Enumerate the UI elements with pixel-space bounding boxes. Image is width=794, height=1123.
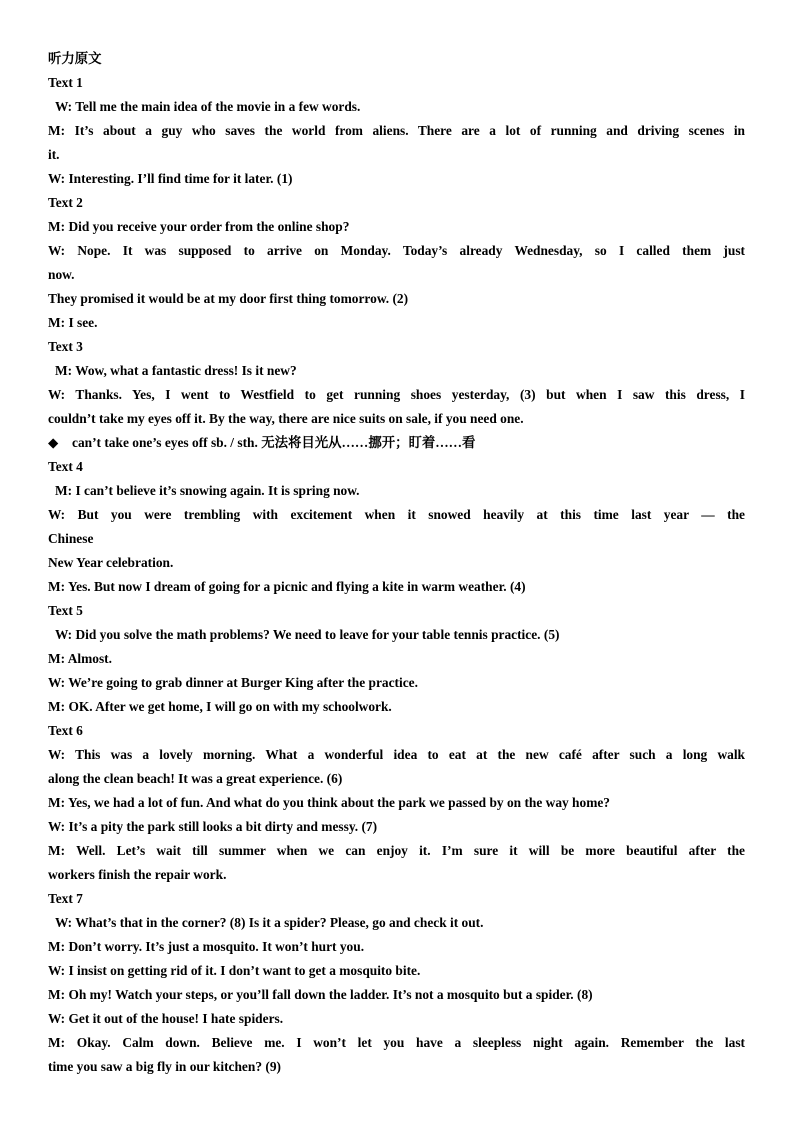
- page-title: 听力原文: [48, 51, 102, 66]
- dialogue-line: M: Don’t worry. It’s just a mosquito. It won’t hurt you.: [48, 939, 365, 954]
- text-7-heading: Text 7: [48, 891, 83, 906]
- dialogue-line: couldn’t take my eyes off it. By the way, there are nice suits on sale, if you need one.: [48, 411, 524, 426]
- dialogue-line: workers finish the repair work.: [48, 867, 227, 882]
- dialogue-line: time you saw a big fly in our kitchen? (9): [48, 1059, 281, 1074]
- dialogue-line: W: Get it out of the house! I hate spiders.: [48, 1011, 284, 1026]
- text-3-heading: Text 3: [48, 339, 83, 354]
- dialogue-line: M: I can’t believe it’s snowing again. It is spring now.: [55, 483, 360, 498]
- dialogue-line: W: But you were trembling with excitement when it snowed heavily at this time last year — the: [48, 507, 745, 522]
- text-5-heading: Text 5: [48, 603, 83, 618]
- vocabulary-note-text: can’t take one’s eyes off sb. / sth. 无法将目光从……挪开；盯着……看: [72, 435, 476, 450]
- vocabulary-note: [48, 431, 745, 455]
- dialogue-line: M: Almost.: [48, 651, 112, 666]
- text-6-heading: Text 6: [48, 723, 83, 738]
- dialogue-line: They promised it would be at my door first thing tomorrow. (2): [48, 291, 409, 306]
- dialogue-line: W: I insist on getting rid of it. I don’t want to get a mosquito bite.: [48, 963, 421, 978]
- diamond-bullet-icon: ◆: [48, 435, 59, 450]
- dialogue-line: W: Nope. It was supposed to arrive on Monday. Today’s already Wednesday, so I called them just: [48, 243, 745, 258]
- dialogue-line: W: Tell me the main idea of the movie in a few words.: [55, 99, 361, 114]
- dialogue-line: M: Yes. But now I dream of going for a picnic and flying a kite in warm weather. (4): [48, 579, 526, 594]
- dialogue-line: W: This was a lovely morning. What a wonderful idea to eat at the new café after such a long walk: [48, 747, 745, 762]
- dialogue-line: W: Interesting. I’ll find time for it later. (1): [48, 171, 293, 186]
- dialogue-line: Chinese: [48, 531, 94, 546]
- transcript-page: [48, 47, 745, 1079]
- text-2-heading: Text 2: [48, 195, 83, 210]
- dialogue-line: M: Yes, we had a lot of fun. And what do you think about the park we passed by on the way home?: [48, 795, 610, 810]
- dialogue-line: W: It’s a pity the park still looks a bit dirty and messy. (7): [48, 819, 378, 834]
- dialogue-line: W: What’s that in the corner? (8) Is it a spider? Please, go and check it out.: [55, 915, 484, 930]
- dialogue-line: along the clean beach! It was a great experience. (6): [48, 771, 343, 786]
- dialogue-line: W: Did you solve the math problems? We need to leave for your table tennis practice. (5): [55, 627, 560, 642]
- dialogue-line: M: Okay. Calm down. Believe me. I won’t let you have a sleepless night again. Remember the last: [48, 1035, 745, 1050]
- dialogue-line: it.: [48, 147, 60, 162]
- dialogue-line: M: Did you receive your order from the online shop?: [48, 219, 350, 234]
- dialogue-line: New Year celebration.: [48, 555, 174, 570]
- dialogue-line: W: We’re going to grab dinner at Burger King after the practice.: [48, 675, 418, 690]
- dialogue-line: M: OK. After we get home, I will go on with my schoolwork.: [48, 699, 392, 714]
- text-1-heading: Text 1: [48, 75, 83, 90]
- dialogue-line: M: It’s about a guy who saves the world from aliens. There are a lot of running and driving scenes in: [48, 123, 745, 138]
- dialogue-line: M: Oh my! Watch your steps, or you’ll fall down the ladder. It’s not a mosquito but a spider. (8): [48, 987, 593, 1002]
- dialogue-line: M: Wow, what a fantastic dress! Is it new?: [55, 363, 297, 378]
- dialogue-line: now.: [48, 267, 75, 282]
- dialogue-line: W: Thanks. Yes, I went to Westfield to get running shoes yesterday, (3) but when I saw this dress, I: [48, 387, 745, 402]
- dialogue-line: M: Well. Let’s wait till summer when we can enjoy it. I’m sure it will be more beautiful after the: [48, 843, 745, 858]
- text-4-heading: Text 4: [48, 459, 83, 474]
- dialogue-line: M: I see.: [48, 315, 98, 330]
